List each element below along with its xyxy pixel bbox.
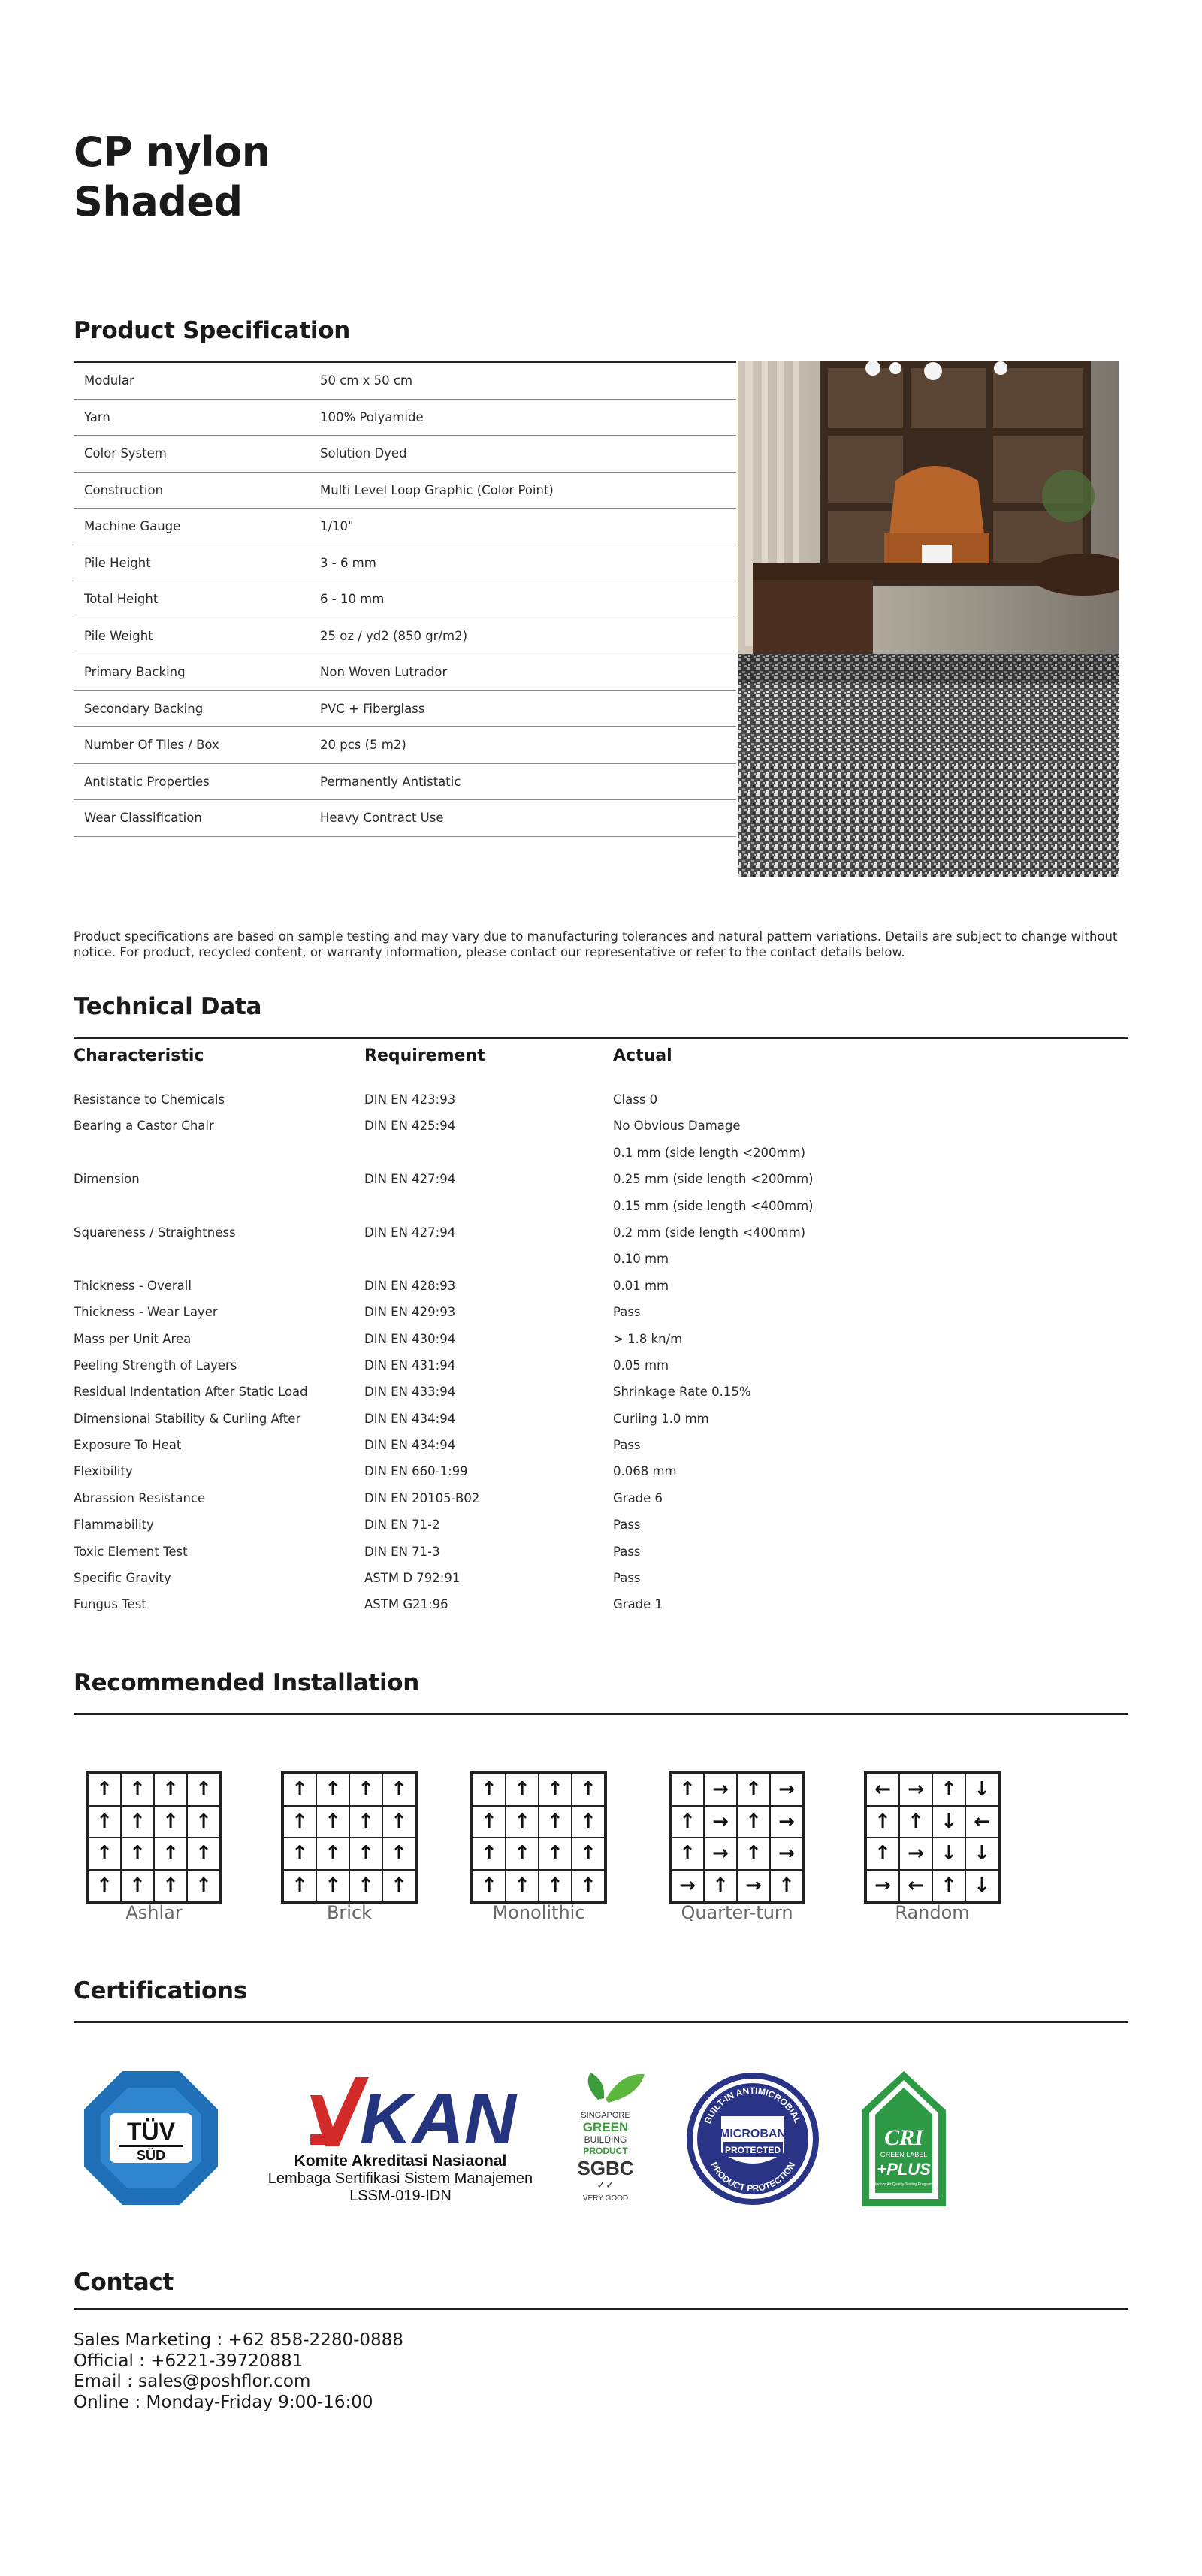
actual-cell: 0.01 mm bbox=[613, 1278, 669, 1293]
actual-cell: Shrinkage Rate 0.15% bbox=[613, 1385, 751, 1400]
installation-methods bbox=[0, 1771, 1202, 1937]
technical-row bbox=[74, 1565, 1128, 1591]
spec-value: 3 - 6 mm bbox=[320, 555, 376, 570]
spec-row bbox=[74, 654, 736, 691]
spec-row bbox=[74, 436, 736, 473]
spec-label: Construction bbox=[84, 482, 164, 497]
characteristic-cell: Dimension bbox=[74, 1172, 140, 1187]
spec-value: PVC + Fiberglass bbox=[320, 701, 425, 716]
requirement-cell: DIN EN 431:94 bbox=[364, 1357, 456, 1373]
spec-row bbox=[74, 764, 736, 801]
characteristic-cell: Toxic Element Test bbox=[74, 1544, 188, 1559]
technical-row bbox=[74, 1166, 1128, 1192]
technical-row bbox=[74, 1193, 1128, 1219]
svg-text:VERY GOOD: VERY GOOD bbox=[582, 2194, 629, 2203]
actual-cell: Curling 1.0 mm bbox=[613, 1411, 709, 1426]
technical-row bbox=[74, 1485, 1128, 1511]
characteristic-cell: Specific Gravity bbox=[74, 1571, 171, 1586]
actual-cell: No Obvious Damage bbox=[613, 1119, 741, 1134]
installation-method bbox=[467, 1771, 610, 1923]
certifications-section-title: Certifications bbox=[74, 1977, 247, 2004]
spec-label: Total Height bbox=[84, 592, 159, 607]
quarter-turn-pattern-icon: ↑ → ↑ → ↑ → ↑ → ↑ → ↑ → → ↑ → ↑ bbox=[669, 1771, 805, 1904]
svg-text:PRODUCT PROTECTION: PRODUCT PROTECTION bbox=[708, 2160, 798, 2194]
actual-cell: 0.15 mm (side length <400mm) bbox=[613, 1198, 814, 1213]
actual-cell: Pass bbox=[613, 1305, 641, 1320]
spec-row bbox=[74, 727, 736, 764]
contact-divider bbox=[74, 2308, 1128, 2310]
svg-text:✓✓: ✓✓ bbox=[596, 2179, 615, 2191]
product-title-line-1: CP nylon bbox=[74, 128, 270, 176]
requirement-cell: DIN EN 433:94 bbox=[364, 1385, 456, 1400]
svg-text:BUILDING: BUILDING bbox=[584, 2134, 627, 2145]
spec-row bbox=[74, 400, 736, 436]
contact-line: Email : sales@poshflor.com bbox=[74, 2372, 311, 2391]
installation-label: Brick bbox=[326, 1902, 373, 1923]
technical-row bbox=[74, 1326, 1128, 1352]
spec-row bbox=[74, 618, 736, 655]
spec-label: Pile Height bbox=[84, 555, 151, 570]
actual-cell: 0.1 mm (side length <200mm) bbox=[613, 1145, 806, 1160]
requirement-cell: ASTM D 792:91 bbox=[364, 1571, 461, 1586]
technical-row bbox=[74, 1299, 1128, 1325]
monolithic-pattern-icon: ↑ ↑ ↑ ↑ ↑ ↑ ↑ ↑ ↑ ↑ ↑ ↑ ↑ ↑ ↑ ↑ bbox=[470, 1771, 607, 1904]
spec-row bbox=[74, 509, 736, 545]
technical-row bbox=[74, 1086, 1128, 1113]
spec-row bbox=[74, 545, 736, 582]
svg-text:BUILT-IN ANTIMICROBIAL: BUILT-IN ANTIMICROBIAL bbox=[702, 2085, 804, 2125]
svg-text:+PLUS: +PLUS bbox=[877, 2160, 931, 2179]
technical-table bbox=[74, 1086, 1128, 1618]
contact-line: Official : +6221-39720881 bbox=[74, 2351, 304, 2371]
requirement-cell: DIN EN 429:93 bbox=[364, 1305, 456, 1320]
spec-label: Secondary Backing bbox=[84, 701, 204, 716]
technical-row bbox=[74, 1591, 1128, 1617]
actual-cell: Grade 1 bbox=[613, 1597, 663, 1612]
brick-pattern-icon: ↑ ↑ ↑ ↑ ↑ ↑ ↑ ↑ ↑ ↑ ↑ ↑ ↑ ↑ ↑ ↑ bbox=[281, 1771, 418, 1904]
spec-value: Non Woven Lutrador bbox=[320, 665, 448, 680]
requirement-cell: DIN EN 434:94 bbox=[364, 1438, 456, 1453]
installation-section-title: Recommended Installation bbox=[74, 1669, 420, 1696]
spec-section-title: Product Specification bbox=[74, 317, 351, 344]
contact-details bbox=[74, 2330, 403, 2413]
spec-label: Number Of Tiles / Box bbox=[84, 738, 219, 753]
spec-value: Heavy Contract Use bbox=[320, 811, 444, 826]
characteristic-cell: Fungus Test bbox=[74, 1597, 146, 1612]
spec-value: Solution Dyed bbox=[320, 446, 407, 461]
installation-label: Ashlar bbox=[125, 1902, 183, 1923]
installation-label: Quarter-turn bbox=[681, 1902, 793, 1923]
actual-cell: > 1.8 kn/m bbox=[613, 1331, 683, 1346]
spec-label: Antistatic Properties bbox=[84, 774, 210, 789]
svg-text:GREEN LABEL: GREEN LABEL bbox=[880, 2151, 928, 2158]
spec-row bbox=[74, 581, 736, 618]
spec-label: Yarn bbox=[84, 409, 110, 424]
svg-text:SGBC: SGBC bbox=[577, 2157, 634, 2179]
spec-value: 20 pcs (5 m2) bbox=[320, 738, 406, 753]
spec-label: Pile Weight bbox=[84, 628, 153, 643]
actual-cell: 0.25 mm (side length <200mm) bbox=[613, 1172, 814, 1187]
random-pattern-icon: ← → ↑ ↓ ↑ ↑ ↓ ← ↑ → ↓ ↓ → ← ↑ ↓ bbox=[864, 1771, 1001, 1904]
actual-cell: 0.10 mm bbox=[613, 1252, 669, 1267]
spec-row bbox=[74, 363, 736, 400]
installation-method bbox=[861, 1771, 1004, 1923]
spec-value: Multi Level Loop Graphic (Color Point) bbox=[320, 482, 554, 497]
room-photo bbox=[738, 361, 1119, 877]
technical-row bbox=[74, 1246, 1128, 1272]
requirement-header: Requirement bbox=[364, 1046, 485, 1065]
actual-cell: Pass bbox=[613, 1571, 641, 1586]
characteristic-cell: Exposure To Heat bbox=[74, 1438, 182, 1453]
technical-row bbox=[74, 1458, 1128, 1484]
kan-line-1: Komite Akreditasi Nasiaonal bbox=[294, 2152, 507, 2170]
requirement-cell: DIN EN 425:94 bbox=[364, 1119, 456, 1134]
actual-header: Actual bbox=[613, 1046, 672, 1065]
installation-label: Monolithic bbox=[492, 1902, 585, 1923]
spec-label: Color System bbox=[84, 446, 167, 461]
requirement-cell: DIN EN 660-1:99 bbox=[364, 1464, 468, 1479]
svg-text:Indoor Air Quality Testing Pro: Indoor Air Quality Testing Program bbox=[874, 2182, 933, 2187]
kan-line-2: Lembaga Sertifikasi Sistem Manajemen bbox=[267, 2170, 533, 2187]
characteristic-cell: Dimensional Stability & Curling After bbox=[74, 1411, 301, 1426]
characteristic-cell: Resistance to Chemicals bbox=[74, 1092, 225, 1107]
characteristic-header: Characteristic bbox=[74, 1046, 204, 1065]
characteristic-cell: Bearing a Castor Chair bbox=[74, 1119, 214, 1134]
technical-row bbox=[74, 1113, 1128, 1139]
installation-method bbox=[83, 1771, 225, 1923]
characteristic-cell: Flexibility bbox=[74, 1464, 133, 1479]
svg-text:CRI: CRI bbox=[884, 2125, 923, 2150]
requirement-cell: DIN EN 71-2 bbox=[364, 1518, 440, 1533]
certification-logos bbox=[0, 2070, 1202, 2220]
product-title-line-2: Shaded bbox=[74, 178, 243, 225]
spec-value: 25 oz / yd2 (850 gr/m2) bbox=[320, 628, 468, 643]
technical-section-title: Technical Data bbox=[74, 993, 262, 1020]
technical-row bbox=[74, 1432, 1128, 1458]
requirement-cell: DIN EN 434:94 bbox=[364, 1411, 456, 1426]
requirement-cell: DIN EN 423:93 bbox=[364, 1092, 456, 1107]
spec-label: Primary Backing bbox=[84, 665, 186, 680]
characteristic-cell: Peeling Strength of Layers bbox=[74, 1357, 237, 1373]
spec-row bbox=[74, 800, 736, 837]
actual-cell: 0.05 mm bbox=[613, 1357, 669, 1373]
svg-text:PRODUCT: PRODUCT bbox=[583, 2146, 628, 2156]
actual-cell: Pass bbox=[613, 1438, 641, 1453]
spec-value: 50 cm x 50 cm bbox=[320, 373, 413, 388]
contact-line: Online : Monday-Friday 9:00-16:00 bbox=[74, 2392, 373, 2412]
requirement-cell: ASTM G21:96 bbox=[364, 1597, 448, 1612]
disclaimer: Product specifications are based on sample testing and may vary due to manufacturing tolerances and natural pattern variations. Details are subject to change without notice. For product, recycled content, or warranty information, please contact our representative or refer to the contact details below. bbox=[74, 929, 1118, 959]
installation-method bbox=[666, 1771, 808, 1923]
technical-row bbox=[74, 1379, 1128, 1405]
requirement-cell: DIN EN 427:94 bbox=[364, 1172, 456, 1187]
requirement-cell: DIN EN 428:93 bbox=[364, 1278, 456, 1293]
requirement-cell: DIN EN 430:94 bbox=[364, 1331, 456, 1346]
sgbc-logo bbox=[575, 2070, 651, 2209]
characteristic-cell: Thickness - Overall bbox=[74, 1278, 192, 1293]
actual-cell: Grade 6 bbox=[613, 1490, 663, 1505]
svg-text:GREEN: GREEN bbox=[582, 2120, 629, 2134]
cri-green-label-logo bbox=[860, 2070, 947, 2208]
sud-text: SÜD bbox=[136, 2148, 166, 2163]
characteristic-cell: Squareness / Straightness bbox=[74, 1225, 236, 1240]
spec-row bbox=[74, 691, 736, 728]
svg-text:MICROBAN: MICROBAN bbox=[720, 2128, 786, 2140]
technical-row bbox=[74, 1352, 1128, 1379]
requirement-cell: DIN EN 20105-B02 bbox=[364, 1490, 480, 1505]
microban-logo bbox=[684, 2070, 822, 2208]
technical-divider bbox=[74, 1037, 1128, 1039]
characteristic-cell: Thickness - Wear Layer bbox=[74, 1305, 218, 1320]
actual-cell: Class 0 bbox=[613, 1092, 658, 1107]
actual-cell: Pass bbox=[613, 1518, 641, 1533]
spec-row bbox=[74, 473, 736, 509]
spec-value: 100% Polyamide bbox=[320, 409, 424, 424]
characteristic-cell: Flammability bbox=[74, 1518, 154, 1533]
requirement-cell: DIN EN 427:94 bbox=[364, 1225, 456, 1240]
technical-row bbox=[74, 1219, 1128, 1246]
spec-label: Machine Gauge bbox=[84, 519, 181, 534]
kan-wordmark: KAN bbox=[360, 2079, 516, 2149]
installation-method bbox=[278, 1771, 421, 1923]
technical-row bbox=[74, 1273, 1128, 1299]
ashlar-pattern-icon: ↑ ↑ ↑ ↑ ↑ ↑ ↑ ↑ ↑ ↑ ↑ ↑ ↑ ↑ ↑ ↑ bbox=[86, 1771, 222, 1904]
actual-cell: 0.068 mm bbox=[613, 1464, 677, 1479]
spec-value: Permanently Antistatic bbox=[320, 774, 461, 789]
spec-label: Wear Classification bbox=[84, 811, 202, 826]
spec-value: 6 - 10 mm bbox=[320, 592, 385, 607]
tuv-text: TÜV bbox=[127, 2118, 175, 2145]
svg-text:SINGAPORE: SINGAPORE bbox=[581, 2111, 630, 2120]
spec-table bbox=[74, 361, 736, 837]
actual-cell: Pass bbox=[613, 1544, 641, 1559]
characteristic-cell: Mass per Unit Area bbox=[74, 1331, 192, 1346]
certifications-divider bbox=[74, 2021, 1128, 2023]
characteristic-cell: Residual Indentation After Static Load bbox=[74, 1385, 308, 1400]
kan-logo bbox=[254, 2074, 547, 2209]
contact-line: Sales Marketing : +62 858-2280-0888 bbox=[74, 2330, 403, 2350]
spec-value: 1/10" bbox=[320, 519, 354, 534]
technical-row bbox=[74, 1511, 1128, 1538]
kan-line-3: LSSM-019-IDN bbox=[349, 2188, 452, 2204]
product-title bbox=[74, 128, 270, 227]
spec-label: Modular bbox=[84, 373, 134, 388]
actual-cell: 0.2 mm (side length <400mm) bbox=[613, 1225, 806, 1240]
contact-section-title: Contact bbox=[74, 2269, 174, 2296]
tuv-sud-logo bbox=[83, 2070, 219, 2206]
technical-row bbox=[74, 1140, 1128, 1166]
svg-text:PROTECTED: PROTECTED bbox=[724, 2145, 781, 2155]
requirement-cell: DIN EN 71-3 bbox=[364, 1544, 440, 1559]
characteristic-cell: Abrassion Resistance bbox=[74, 1490, 206, 1505]
installation-label: Random bbox=[895, 1902, 970, 1923]
installation-divider bbox=[74, 1713, 1128, 1715]
technical-row bbox=[74, 1406, 1128, 1432]
technical-row bbox=[74, 1539, 1128, 1565]
